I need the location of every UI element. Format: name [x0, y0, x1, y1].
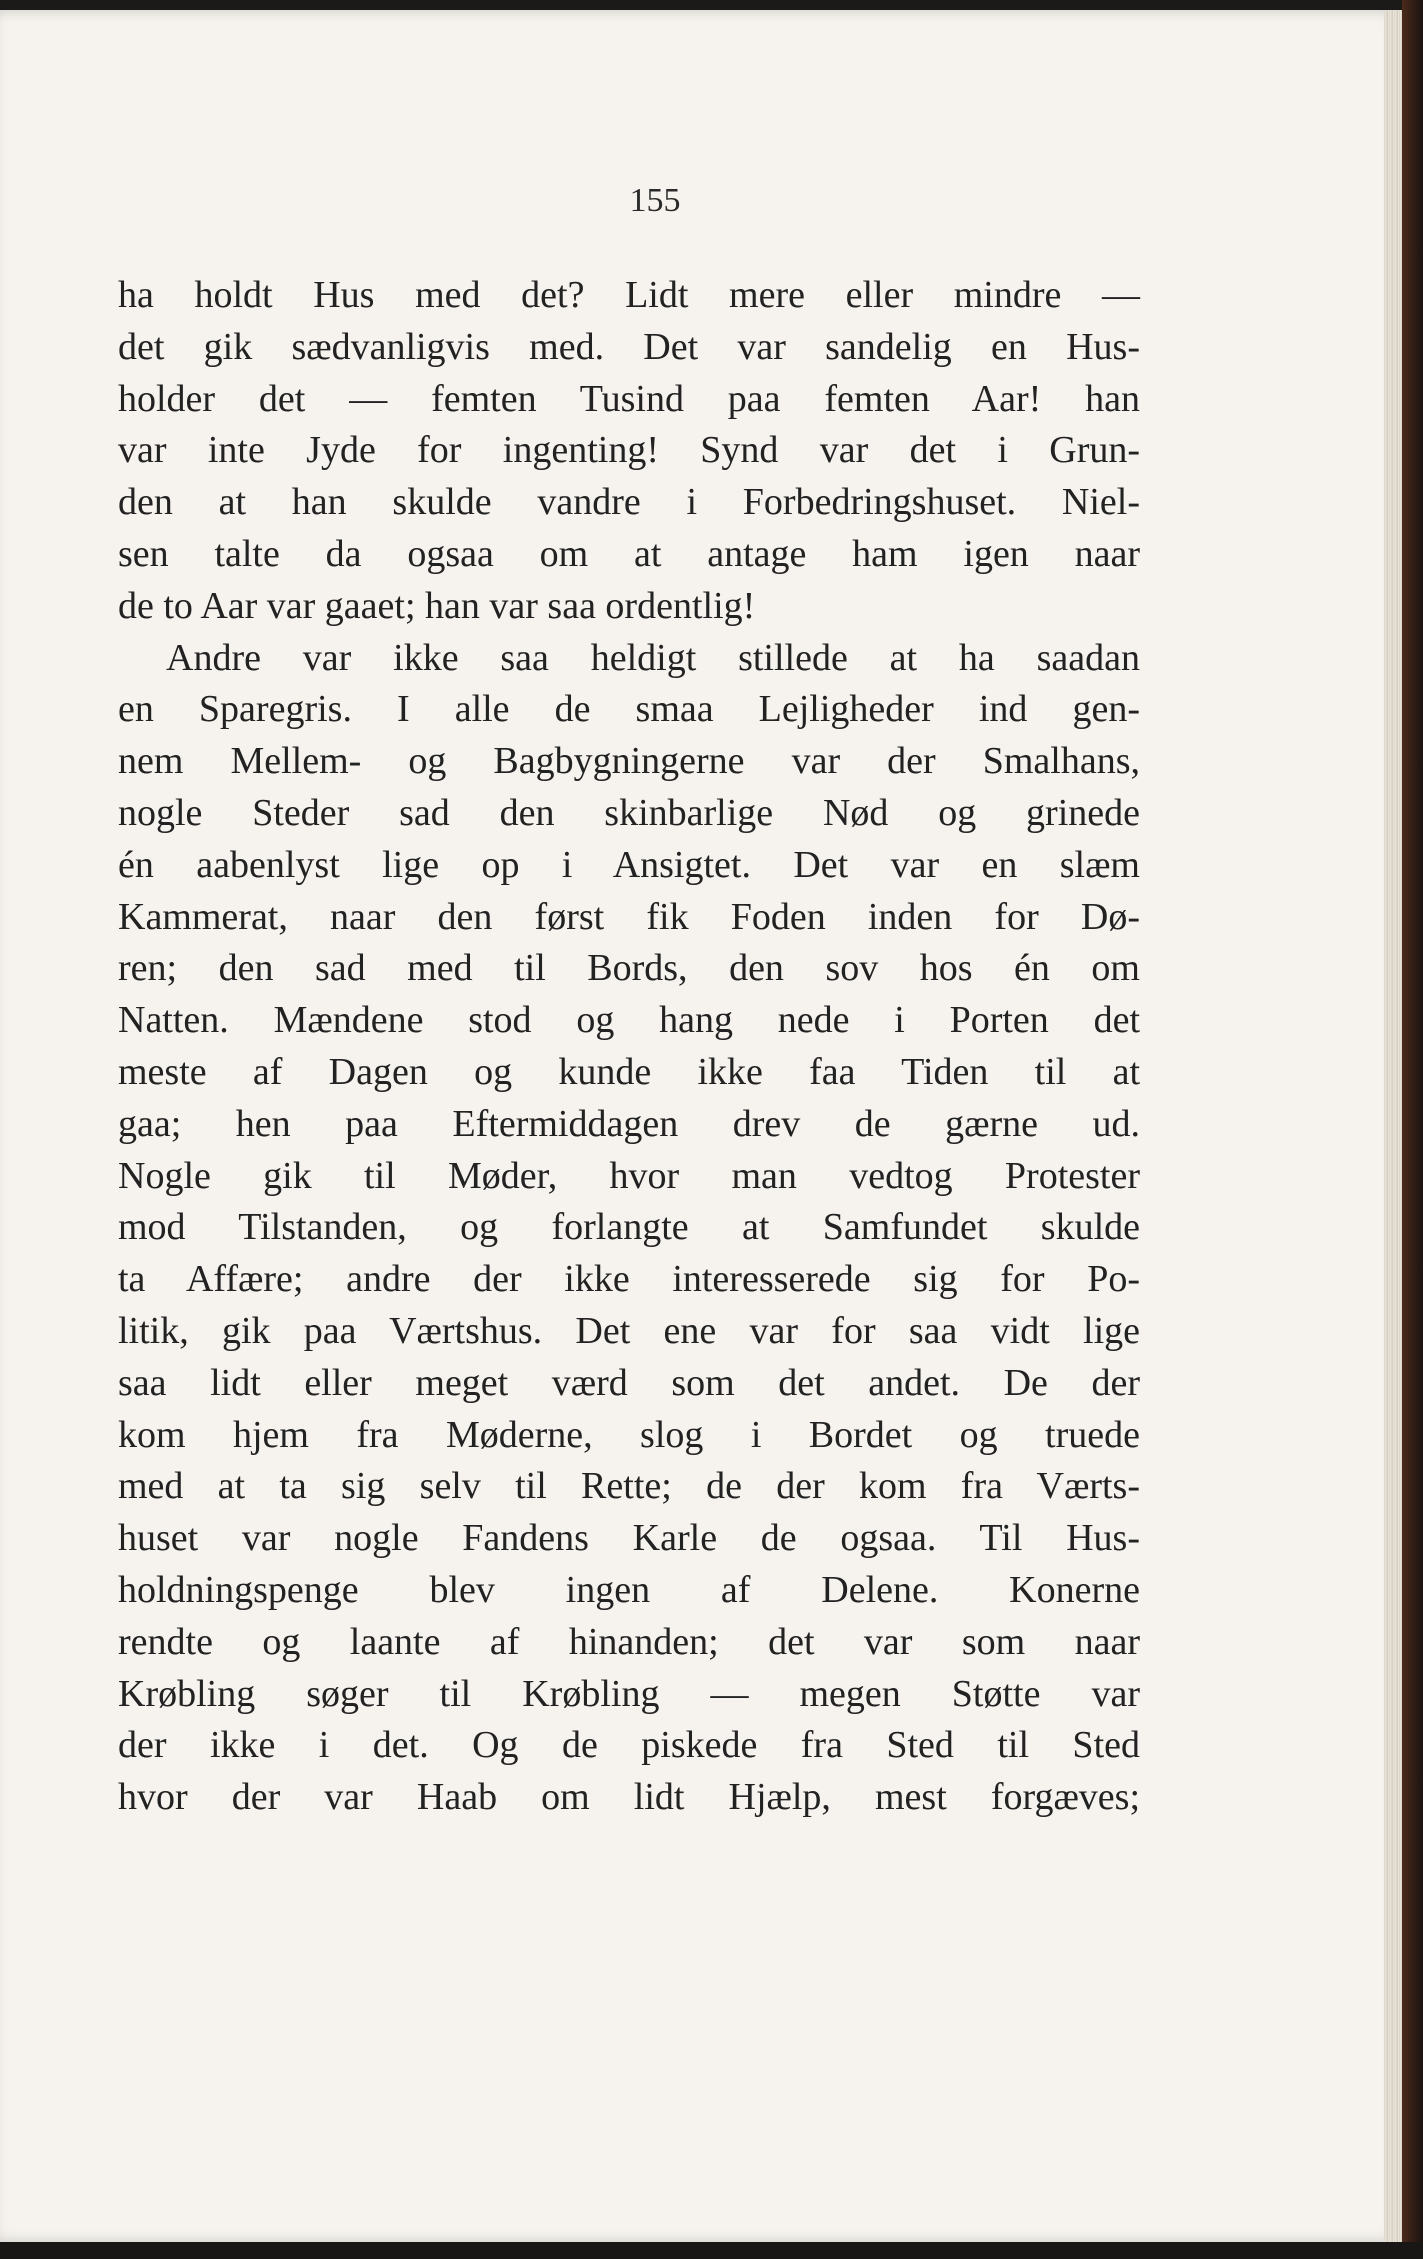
page-edge [1384, 10, 1402, 2242]
text-line: Andre var ikke saa heldigt stillede at ha saadan [166, 636, 1140, 679]
text-line: holder det — femten Tusind paa femten Aar! han [118, 377, 1140, 420]
page-number: 155 [629, 182, 681, 219]
text-line: Nogle gik til Møder, hvor man vedtog Protester [118, 1154, 1140, 1197]
text-line: en Sparegris. I alle de smaa Lejligheder ind gen- [118, 688, 1140, 731]
text-line: ha holdt Hus med det? Lidt mere eller mindre — [118, 274, 1140, 316]
text-line: Krøbling søger til Krøbling — megen Støtte var [118, 1672, 1140, 1715]
body-text [118, 270, 1140, 1824]
text-line: der ikke i det. Og de piskede fra Sted til Sted [118, 1724, 1140, 1767]
text-line: kom hjem fra Møderne, slog i Bordet og truede [118, 1413, 1140, 1456]
text-line: nogle Steder sad den skinbarlige Nød og grinede [118, 791, 1140, 834]
text-line: det gik sædvanligvis med. Det var sandelig en Hus- [118, 325, 1140, 368]
text-line: rendte og laante af hinanden; det var som naar [118, 1620, 1140, 1663]
book-spine [1402, 0, 1423, 2259]
text-line: Natten. Mændene stod og hang nede i Porten det [118, 999, 1140, 1042]
text-line: mod Tilstanden, og forlangte at Samfundet skulde [118, 1206, 1140, 1249]
text-line: Kammerat, naar den først fik Foden inden for Dø- [118, 895, 1140, 938]
text-line: med at ta sig selv til Rette; de der kom fra Værts- [118, 1465, 1140, 1508]
text-line: den at han skulde vandre i Forbedringshuset. Niel- [118, 481, 1140, 524]
text-line: hvor der var Haab om lidt Hjælp, mest forgæves; [118, 1776, 1140, 1819]
text-line: var inte Jyde for ingenting! Synd var det i Grun- [118, 429, 1140, 472]
text-line: de to Aar var gaaet; han var saa ordentlig! [118, 584, 756, 627]
text-line: meste af Dagen og kunde ikke faa Tiden til at [118, 1050, 1140, 1093]
text-line: nem Mellem- og Bagbygningerne var der Smalhans, [118, 740, 1140, 783]
text-line: ta Affære; andre der ikke interesserede sig for Po- [118, 1258, 1140, 1301]
text-line: én aabenlyst lige op i Ansigtet. Det var en slæm [118, 843, 1140, 886]
text-line: sen talte da ogsaa om at antage ham igen naar [118, 532, 1140, 575]
text-line: holdningspenge blev ingen af Delene. Konerne [118, 1568, 1140, 1611]
text-line: ren; den sad med til Bords, den sov hos én om [118, 947, 1140, 990]
text-line: gaa; hen paa Eftermiddagen drev de gærne ud. [118, 1102, 1140, 1145]
bottom-border [0, 2242, 1423, 2259]
text-line: huset var nogle Fandens Karle de ogsaa. Til Hus- [118, 1517, 1140, 1560]
text-line: litik, gik paa Værtshus. Det ene var for saa vidt lige [118, 1309, 1140, 1352]
text-line: saa lidt eller meget værd som det andet. De der [118, 1361, 1140, 1404]
